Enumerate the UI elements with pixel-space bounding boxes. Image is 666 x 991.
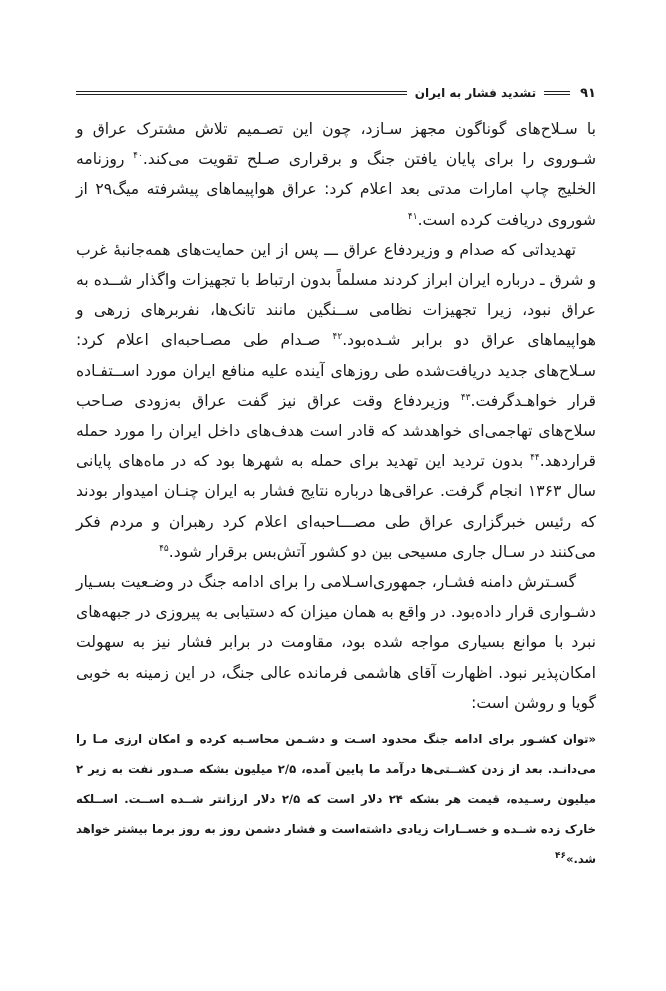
block-quote <box>76 724 596 874</box>
paragraph-text: با سـلاح‌های گوناگون مجهز سـازد، چون این تصـمیم تلاش مشترک عراق و شـوروی را برای پایان یافتن جنگ و برقراری صـلح تقویت می‌کند. <box>76 120 597 169</box>
footnote-marker: ۴۶ <box>555 851 566 862</box>
paragraph-text: وزیردفاع وقت عراق نیز گفت عراق به‌زودی صـاحب سلاح‌های تهاجمی‌ای خواهدشد که قادر است هدف‌های داخل ایران را مورد حمله قراردهد. <box>76 391 596 471</box>
paragraph-1 <box>76 114 596 235</box>
footnote-marker: ۴۳ <box>460 392 471 403</box>
page-number: ۹۱ <box>580 85 596 101</box>
paragraph-text: بدون تردید این تهدید برای حمله به شهرها بود که در ماه‌های پایانی سال ۱۳۶۳ انجام گرفت. عراقی‌ها درباره نتایج فشار به ایران چنـان امیدوار بودند که رئیس خبرگزاری عراق طی مصـــاحبه‌ای اعلام کرد رهبران و مردم فکر می‌کنند در سـال جاری مسیحی بین دو کشور آتش‌بس برقرار شود. <box>76 452 597 561</box>
body-text <box>76 114 596 718</box>
footnote-marker: ۴۱ <box>407 211 418 222</box>
header-rule-long <box>76 91 407 95</box>
header-rule-short <box>544 91 570 95</box>
running-header <box>76 82 596 104</box>
footnote-marker: ۴۲ <box>332 332 343 343</box>
paragraph-text: تهدیداتی که صدام و وزیردفاع عراق ـــ پس از این حمایت‌های همه‌جانبهٔ غرب و شرق ـ درباره ایران ابراز کردند مسلماً بدون ارتباط با تجهیزات واگذار شــده به عراق نبود، زیرا تجهیزات نظامی ســنگین مانند تانک‌ها، نفربرهای زرهی و هواپیماهای عراق دو برابر شـده‌بود. <box>76 240 596 350</box>
running-title: تشدید فشار به ایران <box>414 86 537 100</box>
paragraph-3 <box>76 567 596 718</box>
quote-text: «توان کشـور برای ادامه جنگ محدود اسـت و دشـمن محاسـبه کرده و امکان ارزی مـا را می‌دانـد. بعد از زدن کشــتی‌ها درآمد ما پایین آمده، ۲/۵ میلیون بشکه صـدور نفت به زیر ۲ میلیون رسـیده، قیمت هر بشکه ۲۴ دلار است که ۲/۵ دلار ارزانتر شــده اســت. اســلکه خارک زده شــده و خســارات زیادی داشته‌است و فشار دشمن روز به روز برما بیشتر خواهد شد.» <box>76 732 596 867</box>
paragraph-text: گسـترش دامنه فشـار، جمهوری‌اسـلامی را برای ادامه جنگ در وضـعیت بسـیار دشـواری قرار داده‌بود. در واقع به همان میزان که دستیابی به پیروزی در جبهه‌های نبرد با موانع بسیاری مواجه شده بود، مقاومت در برابر فشار نیز به سهولت امکان‌پذیر نبود. اظهارت آقای هاشمی فرمانده عالی جنگ، در این زمینه به خوبی گویا و روشن است: <box>76 573 596 712</box>
book-page <box>76 82 596 962</box>
footnote-marker: ۴۰ <box>133 151 143 162</box>
paragraph-2 <box>76 235 596 567</box>
footnote-marker: ۴۴ <box>530 453 540 464</box>
footnote-marker: ۴۵ <box>159 543 169 554</box>
paragraph-text: صـدام طی مصـاحبه‌ای اعلام کرد: سـلاح‌های جدید دریافت‌شده طی روزهای آینده علیه منافع ایران مورد اســتفـاده قرار خواهـدگرفت. <box>76 331 596 410</box>
paragraph-text: روزنامه الخلیج چاپ امارات مدتی بعد اعلام کرد: عراق هواپیماهای پیشرفته میگ۲۹ از شوروی دریافت کرده است. <box>76 150 596 229</box>
